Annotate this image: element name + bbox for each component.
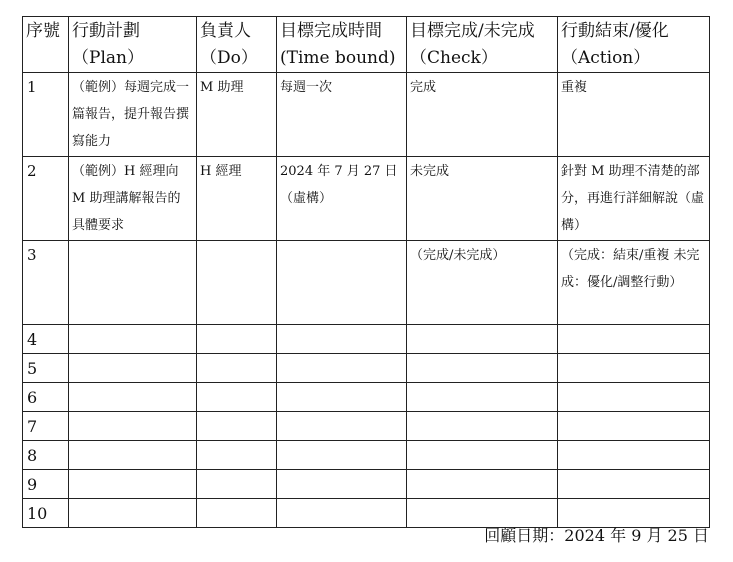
plan-cell[interactable] — [69, 470, 197, 499]
do-cell[interactable] — [197, 354, 277, 383]
check-cell[interactable] — [407, 354, 558, 383]
time-cell[interactable] — [277, 383, 407, 412]
time-cell[interactable]: 每週一次 — [277, 73, 407, 157]
plan-cell[interactable]: （範例）H 經理向 M 助理講解報告的具體要求 — [69, 157, 197, 241]
check-cell[interactable] — [407, 412, 558, 441]
action-cell[interactable]: 針對 M 助理不清楚的部分，再進行詳細解說（虛構） — [558, 157, 710, 241]
header-do-en: （Do） — [200, 48, 258, 68]
action-cell[interactable]: （完成：結束/重複 未完成：優化/調整行動） — [558, 241, 710, 325]
plan-cell[interactable] — [69, 241, 197, 325]
row-number: 7 — [23, 412, 69, 441]
row-number: 3 — [23, 241, 69, 325]
header-time-en: (Time bound) — [280, 48, 396, 68]
plan-cell[interactable] — [69, 325, 197, 354]
time-cell[interactable] — [277, 470, 407, 499]
plan-cell[interactable]: （範例）每週完成一篇報告，提升報告撰寫能力 — [69, 73, 197, 157]
table-row — [23, 441, 710, 470]
do-cell[interactable] — [197, 383, 277, 412]
header-check-zh: 目標完成/未完成 — [410, 21, 535, 41]
time-cell[interactable] — [277, 412, 407, 441]
table-row — [23, 383, 710, 412]
review-date: 回顧日期：2024 年 9 月 25 日 — [484, 526, 709, 545]
row-number: 9 — [23, 470, 69, 499]
check-cell[interactable] — [407, 470, 558, 499]
action-cell[interactable] — [558, 383, 710, 412]
row-number: 4 — [23, 325, 69, 354]
time-cell[interactable]: 2024 年 7 月 27 日（虛構） — [277, 157, 407, 241]
header-time — [277, 17, 407, 73]
action-cell[interactable] — [558, 325, 710, 354]
table-row — [23, 412, 710, 441]
header-action-en: （Action） — [561, 48, 651, 68]
header-do-zh: 負責人 — [200, 21, 251, 41]
table-row — [23, 325, 710, 354]
header-action-zh: 行動結束/優化 — [561, 21, 669, 41]
do-cell[interactable]: M 助理 — [197, 73, 277, 157]
header-action — [558, 17, 710, 73]
plan-cell[interactable] — [69, 354, 197, 383]
action-cell[interactable]: 重複 — [558, 73, 710, 157]
do-cell[interactable]: H 經理 — [197, 157, 277, 241]
time-cell[interactable] — [277, 325, 407, 354]
header-check-en: （Check） — [410, 48, 498, 68]
row-number: 10 — [23, 499, 69, 528]
plan-cell[interactable] — [69, 412, 197, 441]
do-cell[interactable] — [197, 325, 277, 354]
check-cell[interactable]: 完成 — [407, 73, 558, 157]
header-plan — [69, 17, 197, 73]
time-cell[interactable] — [277, 354, 407, 383]
header-no-label: 序號 — [26, 21, 60, 41]
action-cell[interactable] — [558, 470, 710, 499]
do-cell[interactable] — [197, 499, 277, 528]
header-check — [407, 17, 558, 73]
pdca-table — [22, 16, 710, 528]
check-cell[interactable]: （完成/未完成） — [407, 241, 558, 325]
time-cell[interactable] — [277, 441, 407, 470]
do-cell[interactable] — [197, 412, 277, 441]
header-do — [197, 17, 277, 73]
check-cell[interactable] — [407, 441, 558, 470]
table-row — [23, 470, 710, 499]
check-cell[interactable] — [407, 325, 558, 354]
action-cell[interactable] — [558, 354, 710, 383]
action-cell[interactable] — [558, 412, 710, 441]
plan-cell[interactable] — [69, 441, 197, 470]
header-no — [23, 17, 69, 73]
table-row — [23, 354, 710, 383]
plan-cell[interactable] — [69, 499, 197, 528]
header-plan-zh: 行動計劃 — [72, 21, 140, 41]
row-number: 6 — [23, 383, 69, 412]
row-number: 2 — [23, 157, 69, 241]
header-time-zh: 目標完成時間 — [280, 21, 382, 41]
table-row — [23, 241, 710, 325]
time-cell[interactable] — [277, 241, 407, 325]
action-cell[interactable] — [558, 441, 710, 470]
header-row — [23, 17, 710, 73]
table-row — [23, 157, 710, 241]
row-number: 5 — [23, 354, 69, 383]
row-number: 8 — [23, 441, 69, 470]
pdca-worksheet — [22, 16, 709, 528]
plan-cell[interactable] — [69, 383, 197, 412]
check-cell[interactable]: 未完成 — [407, 157, 558, 241]
row-number: 1 — [23, 73, 69, 157]
do-cell[interactable] — [197, 241, 277, 325]
time-cell[interactable] — [277, 499, 407, 528]
check-cell[interactable] — [407, 383, 558, 412]
do-cell[interactable] — [197, 470, 277, 499]
table-row — [23, 73, 710, 157]
do-cell[interactable] — [197, 441, 277, 470]
header-plan-en: （Plan） — [72, 48, 144, 68]
